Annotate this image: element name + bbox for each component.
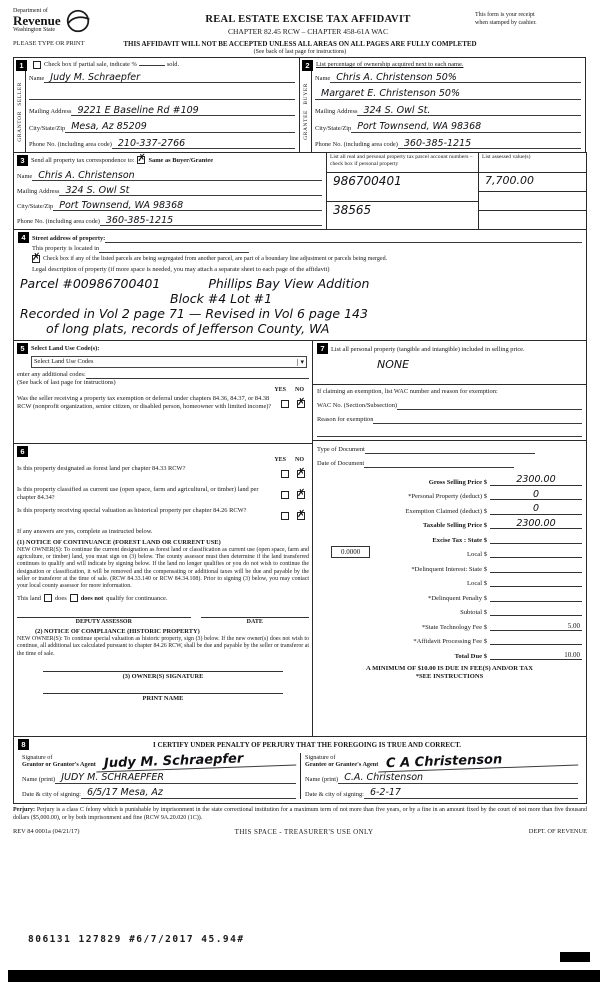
current-use-no-checkbox[interactable]: [297, 491, 305, 499]
type-of-document-label: Type of Document: [317, 446, 365, 453]
washington-state-label: Washington State: [13, 27, 56, 33]
land-use-select[interactable]: [31, 356, 307, 368]
reason-field[interactable]: [373, 417, 582, 424]
legal-description-label: Legal description of property (if more space is needed, you may attach a separate sheet to each page of the affidavit): [32, 266, 330, 273]
delinquent-interest-local-value: [490, 579, 582, 587]
fin-row-affidavit-processing-fee: *Affidavit Processing Fee $: [317, 631, 582, 646]
no-header-6: NO: [295, 457, 304, 463]
see-back-note-5: (See back of last page for instructions): [17, 379, 116, 386]
section-7-number: 7: [317, 343, 328, 354]
fin-row-exemption-claimed: Exemption Claimed (deduct) $ 0: [317, 500, 582, 515]
section-4-number: 4: [18, 232, 29, 243]
parcel-header: List all real and personal property tax parcel account numbers – check box if personal property: [327, 153, 478, 173]
please-type-note: PLEASE TYPE OR PRINT: [13, 40, 85, 47]
historic-yes-checkbox[interactable]: [281, 512, 289, 520]
footer-row: [13, 828, 587, 836]
divider: [313, 440, 586, 441]
wac-label: WAC No. (Section/Subsection): [317, 402, 398, 409]
financial-rows: [317, 471, 582, 660]
perjury-note: Perjury: Perjury is a class C felony which is punishable by imprisonment in the state correctional institution for a maximum term of not more than five years, or by a fine in an amount fixed by the court of not more than five thousand dollars ($5,000.00), or by both imprisonment and fine (RCW 9A.20.020 (1C)).: [13, 807, 588, 821]
section-tax-correspondence: [13, 152, 587, 230]
buyer-name-row-2: [315, 89, 581, 100]
buyer-phone-row: Phone No. (including area code) 360-385-1215: [315, 138, 581, 149]
this-land-row: This land does does not qualify for continuance.: [17, 595, 168, 603]
parcel-value-1: 986700401: [327, 173, 478, 202]
type-of-document-row: [317, 446, 582, 454]
send-correspondence-label: Send all property tax correspondence to:: [31, 156, 135, 164]
type-of-document-field[interactable]: [365, 447, 535, 454]
divider: [313, 384, 586, 385]
revenue-logo: [13, 8, 141, 39]
assessed-values-column: [478, 153, 586, 229]
section-8-number: 8: [18, 739, 29, 750]
exemption-question: Was the seller receiving a property tax exemption or deferral under chapters 84.36, 84.37, or 84.38 RCW (nonprofit organization, senior citizen, or disabled person, homeowner with limited income)?: [17, 395, 272, 410]
dept-of-label: Department of: [13, 8, 48, 14]
fin-row-excise-state: Excise Tax : State $: [317, 529, 582, 544]
section-certification: [13, 736, 587, 804]
grantee-signature-block: Signature of Grantee or Grantee's Agent C A Christenson Name (print) C.A. Christenson Date & city of signing: 6-2-17: [300, 753, 582, 799]
deputy-assessor-label: DEPUTY ASSESSOR: [17, 617, 191, 625]
certify-statement: I CERTIFY UNDER PENALTY OF PERJURY THAT THE FOREGOING IS TRUE AND CORRECT.: [152, 740, 461, 749]
partial-sale-label: Check box if partial sale, indicate %: [44, 61, 137, 68]
rev-form-number: REV 84 0001a (04/21/17): [13, 828, 80, 836]
reason-row: [317, 416, 582, 424]
personal-property-label: List all personal property (tangible and intangible) included in selling price.: [331, 346, 525, 353]
buyer-name-value-1: Chris A. Christenson 50%: [330, 73, 581, 84]
notice-continuance-title: (1) NOTICE OF CONTINUANCE (FOREST LAND OR CURRENT USE): [17, 539, 221, 546]
grantee-date-value: 6-2-17: [364, 787, 578, 799]
parcel-numbers-column: [326, 153, 478, 229]
date-of-document-field[interactable]: [364, 461, 514, 468]
grantee-date-row: Date & city of signing: 6-2-17: [305, 787, 578, 799]
forest-yes-checkbox[interactable]: [281, 470, 289, 478]
additional-codes-label: enter any additional codes:: [17, 371, 86, 378]
corr-city-row: City/State/Zip Port Townsend, WA 98368: [17, 200, 322, 211]
owners-signature-label: (3) OWNER(S) SIGNATURE: [122, 672, 204, 680]
grantor-agent-label: Grantor or Grantor's Agent: [22, 761, 96, 769]
subtotal-value: [490, 608, 582, 616]
excise-local-value: [490, 550, 582, 558]
same-as-buyer-label: Same as Buyer/Grantee: [148, 156, 214, 164]
grantor-signature: Judy M. Schraepfer: [96, 750, 297, 773]
chevron-down-icon: ▾: [297, 359, 304, 366]
land-use-select-value: Select Land Use Codes: [34, 358, 94, 365]
grantee-signature: C A Christenson: [378, 750, 578, 773]
minimum-due-note: A MINIMUM OF $10.00 IS DUE IN FEE(S) AND/OR TAX: [366, 664, 533, 672]
personal-property-value: NONE: [377, 358, 410, 371]
fin-row-delinquent-interest-local: Local $: [317, 573, 582, 588]
forest-land-question: Is this property designated as forest land per chapter 84.33 RCW?: [17, 465, 186, 472]
corr-name-value: Chris A. Christenson: [32, 171, 322, 182]
partial-sale-checkbox[interactable]: [33, 61, 41, 69]
corr-address-value: 324 S. Owl St: [59, 186, 322, 197]
forest-land-question-row: [17, 465, 309, 484]
forest-no-checkbox[interactable]: [297, 470, 305, 478]
state-technology-fee-value: 5.00: [490, 623, 582, 631]
reason-field-2[interactable]: [317, 430, 582, 437]
seller-name-blank-line: [29, 93, 295, 100]
buyer-address-value: 324 S. Owl St.: [357, 106, 581, 117]
right-column: [312, 340, 587, 737]
section-designation: [13, 443, 313, 737]
street-address-row: [18, 232, 582, 243]
treasurer-use-label: THIS SPACE - TREASURER'S USE ONLY: [234, 827, 374, 836]
grantee-name-print-row: Name (print) C.A. Christenson: [305, 772, 578, 784]
legal-description-handwriting: Parcel #00986700401 Phillips Bay View Addition Block #4 Lot #1 Recorded in Vol 2 page 71 — Revised in Vol 6 page 143 of long plats, records of Jefferson County, WA: [20, 276, 370, 336]
grantee-agent-label: Grantee or Grantee's Agent: [305, 761, 379, 769]
receipt-note: This form is your receipt when stamped by cashier.: [475, 12, 537, 26]
warning-line: THIS AFFIDAVIT WILL NOT BE ACCEPTED UNLESS ALL AREAS ON ALL PAGES ARE FULLY COMPLETED: [123, 40, 477, 48]
fin-row-total-due: Total Due $ 10.00: [454, 650, 580, 660]
no-header: NO: [295, 387, 304, 393]
date-of-document-row: [317, 460, 582, 468]
scan-artifact-square: [560, 952, 590, 962]
date-of-document-label: Date of Document: [317, 460, 365, 467]
street-address-label: Street address of property:: [32, 235, 106, 242]
exemption-claimed-value: 0: [490, 504, 582, 515]
buyer-city-row: City/State/Zip Port Townsend, WA 98368: [315, 122, 581, 133]
same-as-buyer-checkbox[interactable]: [137, 156, 145, 164]
parcel-value-2: 38565: [333, 202, 372, 217]
corr-phone-value: 360-385-1215: [100, 216, 322, 227]
historic-question: Is this property receiving special valuation as historical property per chapter 84.26 RCW?: [17, 507, 247, 514]
fin-row-local: 0.0000 Local $: [317, 544, 582, 559]
tax-rate-box: 0.0000: [331, 546, 370, 558]
scan-artifact-bar: [8, 970, 600, 982]
gross-selling-price-value: 2300.00: [490, 475, 582, 486]
seller-address-value: 9221 E Baseline Rd #109: [71, 106, 295, 117]
exemption-question-row: [17, 395, 309, 414]
additional-codes-row: [17, 371, 309, 379]
grantor-name-print-value: JUDY M. SCHRAEPFER: [55, 772, 296, 784]
land-use-label: Select Land Use Code(s):: [31, 344, 100, 352]
total-due-value: 10.00: [490, 652, 582, 660]
buyer-city-value: Port Townsend, WA 98368: [351, 122, 581, 133]
assessed-value-2: [479, 192, 586, 211]
header: [13, 8, 587, 39]
ownership-note: List percentage of ownership acquired next to each name.: [316, 61, 464, 68]
land-does-not-checkbox[interactable]: [70, 594, 78, 602]
assessed-value-3: [479, 211, 586, 229]
grantor-date-value: 6/5/17 Mesa, Az: [81, 787, 296, 799]
chapter-subtitle: CHAPTER 82.45 RCW – CHAPTER 458-61A WAC: [228, 27, 388, 36]
segregated-note: Check box if any of the listed parcels are being segregated from another parcel, are part of a boundary line adjustment or parcels being merged.: [43, 255, 388, 262]
see-instructions-note: *SEE INSTRUCTIONS: [415, 673, 484, 681]
section-seller: 1 Check box if partial sale, indicate % sold. SELLER GRANTOR Name Judy M. Schraepfer Mailing Address 9221 E Baseline Rd #109 City/State/Zip Mesa, Az 85209 Phone No. (including area code) 210-337-2766: [13, 57, 300, 153]
yes-header-6: YES: [274, 457, 286, 463]
grantee-name-print-value: C.A. Christenson: [338, 772, 578, 784]
seller-phone-row: Phone No. (including area code) 210-337-2766: [29, 138, 295, 149]
fin-row-taxable: Taxable Selling Price $ 2300.00: [317, 515, 582, 530]
see-back-note: (See back of last page for instructions): [253, 49, 347, 55]
seller-address-row: Mailing Address 9221 E Baseline Rd #109: [29, 105, 295, 116]
section-land-use: [13, 340, 313, 444]
exemption-no-checkbox[interactable]: [297, 400, 305, 408]
wac-field[interactable]: [397, 403, 582, 410]
corr-city-value: Port Townsend, WA 98368: [53, 201, 322, 212]
taxable-selling-price-value: 2300.00: [490, 519, 582, 530]
fin-row-delinquent-penalty: *Delinquent Penalty $: [317, 587, 582, 602]
seller-phone-value: 210-337-2766: [112, 139, 295, 150]
partial-sale-percent-field[interactable]: [139, 65, 165, 66]
page-title: REAL ESTATE EXCISE TAX AFFIDAVIT: [205, 14, 411, 25]
additional-codes-field[interactable]: [86, 372, 309, 379]
located-in-field[interactable]: [99, 246, 249, 253]
grantor-signature-block: Signature of Grantor or Grantor's Agent Judy M. Schraepfer Name (print) JUDY M. SCHRAEPFER Date & city of signing: 6/5/17 Mesa, Az: [18, 753, 300, 799]
seller-grantor-side-label: SELLER GRANTOR: [14, 71, 26, 152]
notice-compliance-title: (2) NOTICE OF COMPLIANCE (HISTORIC PROPERTY): [35, 628, 200, 636]
buyer-phone-value: 360-385-1215: [398, 139, 581, 150]
deputy-date-label: DATE: [201, 617, 309, 625]
deputy-assessor-row: [17, 617, 309, 625]
exemption-intro: If claiming an exemption, list WAC number and reason for exemption:: [317, 388, 498, 395]
notice-compliance-body: NEW OWNER(S): To continue special valuation as historic property, sign (3) below. If the new owner(s) does not wish to continue, all additional tax calculated pursuant to chapter 84.26 RCW, shall be due and payable by the seller or transferor at the time of sale.: [17, 636, 309, 657]
seller-name-row-2: [29, 89, 295, 100]
assessed-header: List assessed value(s): [479, 153, 586, 173]
grantor-date-row: Date & city of signing: 6/5/17 Mesa, Az: [22, 787, 296, 799]
affidavit-processing-fee-value: [490, 637, 582, 645]
current-use-question: Is this property classified as current use (open space, farm and agricultural, or timber) land per chapter 84.34?: [17, 486, 259, 501]
yes-header: YES: [274, 387, 286, 393]
fin-row-personal-property: *Personal Property (deduct) $ 0: [317, 486, 582, 501]
revenue-label: Revenue: [13, 13, 61, 28]
personal-property-deduct-value: 0: [490, 490, 582, 501]
grantor-name-print-row: Name (print) JUDY M. SCHRAEPFER: [22, 772, 296, 784]
section-2-number: 2: [302, 60, 313, 71]
exemption-yes-checkbox[interactable]: [281, 400, 289, 408]
wac-row: [317, 402, 582, 410]
dept-of-revenue-label: DEPT. OF REVENUE: [528, 828, 587, 836]
fin-row-state-technology-fee: *State Technology Fee $ 5.00: [421, 621, 580, 631]
section-property-description: [13, 229, 587, 341]
section-buyer: [299, 57, 586, 153]
owners-signature-line[interactable]: [43, 671, 283, 672]
corr-address-row: Mailing Address 324 S. Owl St: [17, 185, 322, 196]
section-1-number: 1: [16, 60, 27, 71]
buyer-grantee-side-label: BUYER GRANTEE: [300, 71, 312, 152]
buyer-address-row: Mailing Address 324 S. Owl St.: [315, 105, 581, 116]
if-yes-note: If any answers are yes, complete as instructed below.: [17, 528, 153, 535]
segregated-checkbox[interactable]: [32, 255, 40, 263]
affidavit-form: [13, 8, 587, 836]
print-name-label: PRINT NAME: [142, 694, 184, 702]
corr-name-row: Name Chris A. Christenson: [17, 170, 322, 181]
assessed-value-1: 7,700.00: [479, 173, 586, 192]
current-use-question-row: [17, 486, 309, 505]
section-6-number: 6: [17, 446, 28, 457]
current-use-yes-checkbox[interactable]: [281, 491, 289, 499]
buyer-name-value-2: Margaret E. Christenson 50%: [315, 89, 581, 100]
section-5-number: 5: [17, 343, 28, 354]
section-3-number: 3: [17, 155, 28, 166]
located-in-label: This property is located in: [32, 245, 100, 252]
segregated-row: [18, 255, 582, 264]
seller-name-row: Name Judy M. Schraepfer: [29, 72, 295, 83]
fin-row-delinquent-interest-state: *Delinquent Interest: State $: [317, 558, 582, 573]
reason-label: Reason for exemption: [317, 416, 374, 423]
corr-phone-row: Phone No. (including area code) 360-385-1215: [17, 215, 322, 226]
delinquent-penalty-value: [490, 594, 582, 602]
delinquent-interest-state-value: [490, 565, 582, 573]
land-does-checkbox[interactable]: [44, 594, 52, 602]
located-in-row: [18, 245, 582, 253]
revenue-swirl-icon: [65, 8, 91, 39]
cashier-stamp: 806131 127829 #6/7/2017 45.94#: [28, 934, 245, 945]
seller-city-value: Mesa, Az 85209: [65, 122, 295, 133]
fin-row-gross: Gross Selling Price $ 2300.00: [317, 471, 582, 486]
excise-state-value: [490, 536, 582, 544]
print-name-line[interactable]: [43, 693, 283, 694]
historic-no-checkbox[interactable]: [297, 512, 305, 520]
historic-question-row: [17, 507, 309, 526]
seller-name-value: Judy M. Schraepfer: [44, 73, 295, 84]
seller-city-row: City/State/Zip Mesa, Az 85209: [29, 122, 295, 133]
fin-row-subtotal: Subtotal $: [317, 602, 582, 617]
notice-continuance-body: NEW OWNER(S): To continue the current designation as forest land or classification as current use (open space, farm and agriculture, or timber) land, you must sign on (3) below. The county assessor must then determine if the land transferred continues to qualify and will indicate by signing below. If the land no longer qualifies or you do not wish to continue the designation or classification, it will be removed and the compensating or additional taxes will be due and payable by the seller or transferor at the time of sale. (RCW 84.33.140 or RCW 84.34.108). Prior to signing (3) below, you may contact your local county assessor for more information.: [17, 547, 309, 590]
street-address-field[interactable]: [105, 236, 582, 243]
buyer-name-row: Name Chris A. Christenson 50%: [315, 72, 581, 83]
